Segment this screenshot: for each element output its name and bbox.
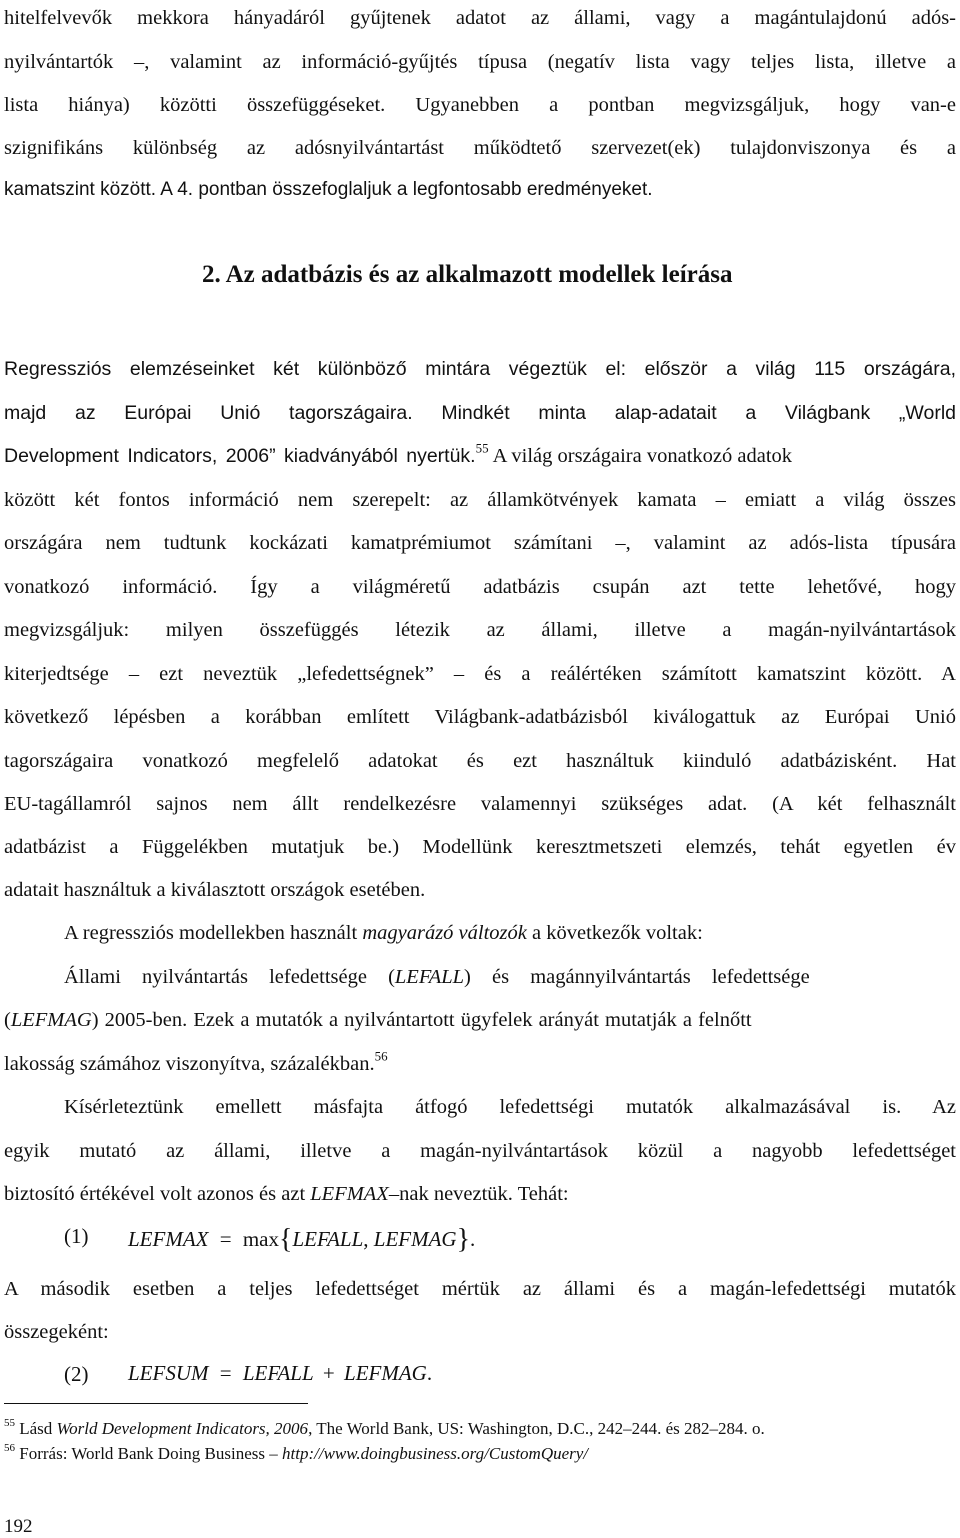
brace-open: { <box>278 1224 293 1255</box>
paragraph-text: lakosság számához viszonyítva, százalékban. <box>4 1053 375 1075</box>
footnote-56 <box>4 1441 589 1464</box>
paragraph-text: –nak neveztük. Tehát: <box>388 1183 569 1205</box>
paragraph-line: Regressziós elemzéseinket két különböző mintára végeztük el: először a világ 115 országára, <box>4 358 956 380</box>
footnote-55 <box>4 1416 765 1439</box>
intro-line: lista hiánya) közötti összefüggéseket. Ugyanebben a pontban megvizsgáljuk, hogy van-e <box>4 94 956 116</box>
variable-name: LEFALL <box>394 966 465 988</box>
math-var: LEFALL <box>292 1227 364 1251</box>
paragraph-text: A regressziós modellekben használt <box>64 922 363 944</box>
footnote-number: 55 <box>4 1416 15 1429</box>
paragraph-text <box>64 964 810 990</box>
paragraph-line <box>64 920 960 946</box>
paragraph-line: összegeként: <box>4 1321 109 1343</box>
paragraph-text: a következők voltak: <box>526 922 703 944</box>
paragraph-line: Kísérleteztünk emellett másfajta átfogó lefedettségi mutatók alkalmazásával is. Az <box>64 1096 956 1118</box>
math-sep: , <box>363 1227 369 1251</box>
paragraph-text: A világ országaira vonatkozó adatok <box>488 445 793 467</box>
paragraph-line: adatait használtuk a kiválasztott országok esetében. <box>4 879 426 901</box>
paragraph-line: megvizsgáljuk: milyen összefüggés létezik az állami, illetve a magán-nyilvántartások <box>4 619 956 641</box>
section-heading: 2. Az adatbázis és az alkalmazott modellek leírása <box>202 261 733 288</box>
paragraph-text: ) 2005-ben. Ezek a mutatók a nyilvántartott ügyfelek arányát mutatják a felnőtt <box>91 1009 752 1031</box>
math-op: = <box>219 1361 232 1385</box>
math-func: max <box>242 1227 279 1251</box>
math-end: . <box>426 1361 433 1385</box>
paragraph-line: A második esetben a teljes lefedettséget mértük az állami és a magán-lefedettségi mutatók <box>4 1278 956 1300</box>
math-op: + <box>322 1361 335 1385</box>
math-var: LEFMAG <box>344 1361 427 1385</box>
paragraph-line: következő lépésben a korábban említett Világbank-adatbázisból kiválogattuk az Európai Unió <box>4 706 956 728</box>
paragraph-line <box>4 440 956 469</box>
equation-number: (2) <box>64 1362 89 1386</box>
variable-name: LEFMAG <box>10 1009 92 1031</box>
paragraph-line: kiterjedtsége – ezt neveztük „lefedettségnek” – és a reálértéken számított kamatszint között. A <box>4 663 956 685</box>
paragraph-line: vonatkozó információ. Így a világméretű adatbázis csupán azt tette lehetővé, hogy <box>4 576 956 598</box>
paragraph-line: tagországaira vonatkozó megfelelő adatokat és ezt használtuk kiinduló adatbázisként. Hat <box>4 750 956 772</box>
page-number: 192 <box>4 1516 33 1537</box>
math-var: LEFMAX <box>128 1227 209 1251</box>
paragraph-line <box>4 1007 956 1033</box>
equation-1 <box>128 1224 475 1256</box>
paragraph-text: ( <box>4 1009 11 1031</box>
footnote-number: 56 <box>4 1441 15 1454</box>
math-var: LEFALL <box>242 1361 314 1385</box>
brace-close: } <box>456 1224 471 1255</box>
paragraph-line: között két fontos információ nem szerepelt: az államkötvények kamata – emiatt a világ összes <box>4 489 956 511</box>
math-end: . <box>470 1227 476 1251</box>
paragraph-line: majd az Európai Unió tagországaira. Mindkét minta alap-adatait a Világbank „World <box>4 402 956 424</box>
footnote-text: , The World Bank, US: Washington, D.C., 242–244. és 282–284. o. <box>308 1419 765 1438</box>
paragraph-line <box>4 1181 956 1207</box>
math-var: LEFMAG <box>373 1227 457 1251</box>
footnote-link: http://www.doingbusiness.org/CustomQuery/ <box>282 1444 589 1463</box>
paragraph-line: adatbázist a Függelékben mutatjuk be.) Modellünk keresztmetszeti elemzés, tehát egyetlen év <box>4 836 956 858</box>
intro-line: szignifikáns különbség az adósnyilvántartást működtető szervezet(ek) tulajdonviszonya és a <box>4 137 956 159</box>
paragraph-text: biztosító értékével volt azonos és azt <box>4 1183 311 1205</box>
intro-line: kamatszint között. A 4. pontban összefoglaljuk a legfontosabb eredményeket. <box>4 179 653 200</box>
footnote-ref-55: 55 <box>475 440 489 456</box>
footnote-text: Lásd <box>19 1419 57 1438</box>
footnote-italic: World Development Indicators, 2006 <box>56 1419 309 1438</box>
equation-number: (1) <box>64 1224 89 1248</box>
intro-line: nyilvántartók –, valamint az információ-gyűjtés típusa (negatív lista vagy teljes lista, illetve a <box>4 51 956 73</box>
footnote-ref-56: 56 <box>374 1048 388 1064</box>
math-var: LEFSUM <box>128 1361 209 1385</box>
footnote-separator <box>4 1403 308 1404</box>
paragraph-text: Állami nyilvántartás lefedettsége ( <box>64 966 395 988</box>
paragraph-text: ) és magánnyilvántartás lefedettsége <box>464 966 810 988</box>
paragraph-line: EU-tagállamról sajnos nem állt rendelkezésre valamennyi szükséges adat. (A két felhasznált <box>4 793 956 815</box>
math-op: = <box>219 1227 232 1251</box>
paragraph-line <box>4 1048 956 1077</box>
footnote-text: Forrás: World Bank Doing Business – <box>19 1444 283 1463</box>
paragraph-line <box>64 964 956 990</box>
variable-name: LEFMAX <box>310 1183 389 1205</box>
italic-term: magyarázó változók <box>362 922 527 944</box>
equation-2 <box>128 1361 432 1386</box>
paragraph-text: Development Indicators, 2006” kiadványából nyertük. <box>4 445 476 467</box>
paragraph-line: egyik mutató az állami, illetve a magán-nyilvántartások közül a nagyobb lefedettséget <box>4 1140 956 1162</box>
intro-line: hitelfelvevők mekkora hányadáról gyűjtenek adatot az állami, vagy a magántulajdonú adós- <box>4 7 956 29</box>
paragraph-line: országára nem tudtunk kockázati kamatprémiumot számítani –, valamint az adós-lista típusára <box>4 532 956 554</box>
